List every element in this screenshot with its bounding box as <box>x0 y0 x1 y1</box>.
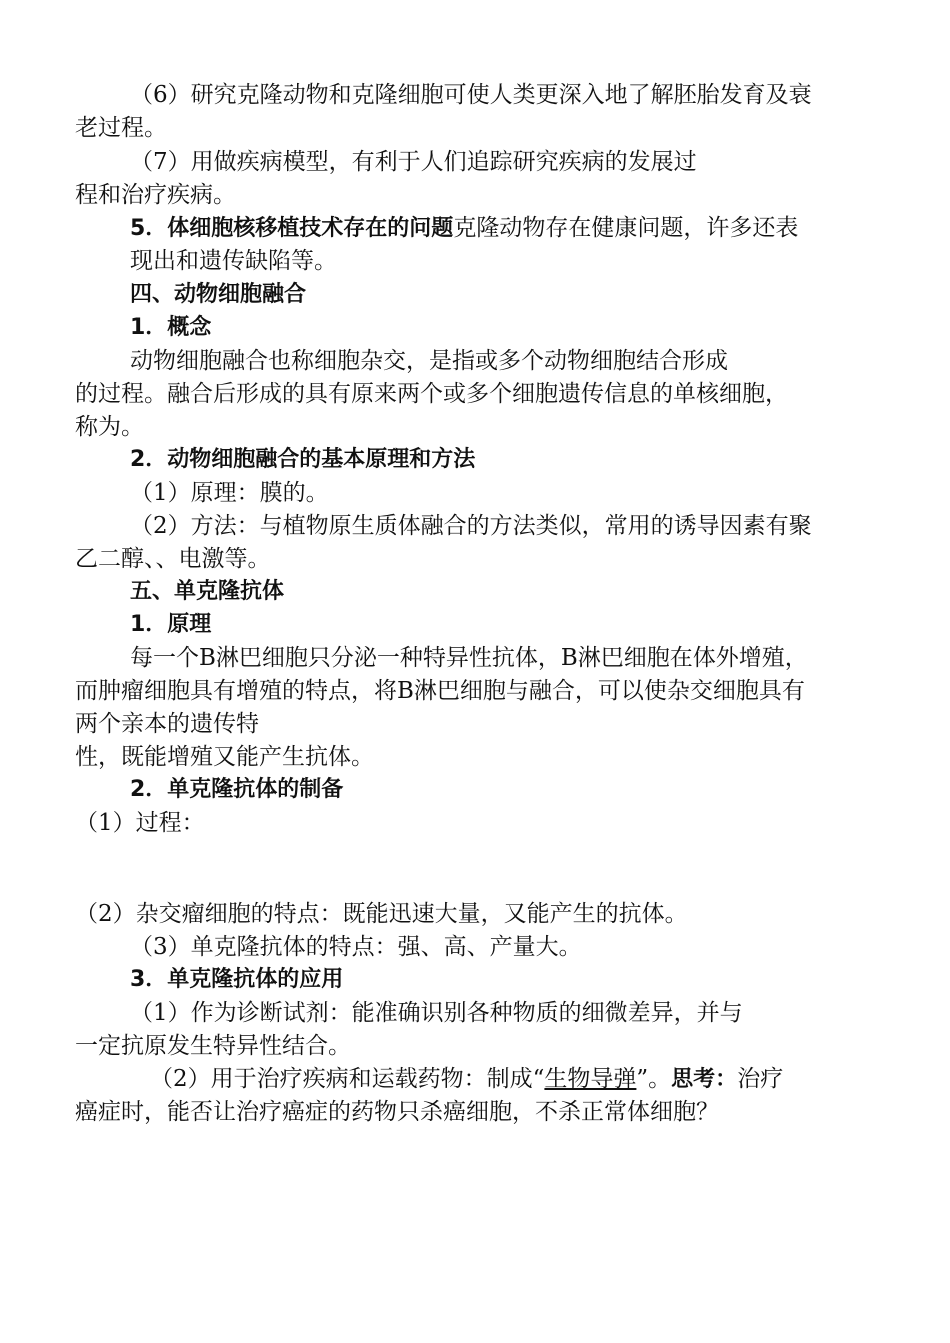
text-span: 克隆动物存在健康问题，许多还表 <box>453 215 799 241</box>
text-line: 动物细胞融合也称细胞杂交，是指或多个动物细胞结合形成 <box>130 348 728 374</box>
text-span: （2）用于治疗疾病和运载药物：制成“ <box>150 1066 545 1092</box>
think-label: 思考： <box>671 1067 738 1092</box>
text-line: 老过程。 <box>75 115 167 141</box>
text-line: （2）方法：与植物原生质体融合的方法类似，常用的诱导因素有聚 <box>130 513 812 539</box>
text-line: 两个亲本的遗传特 <box>75 711 259 737</box>
text-span: 治疗 <box>737 1066 784 1092</box>
text-line: （1）作为诊断试剂：能准确识别各种物质的细微差异，并与 <box>130 1000 743 1026</box>
text-line: 的过程。融合后形成的具有原来两个或多个细胞遗传信息的单核细胞， <box>75 381 788 407</box>
text-line: （1）原理：膜的。 <box>130 480 329 506</box>
sub-heading: 1．概念 <box>130 315 212 340</box>
paragraph-5 <box>130 212 798 245</box>
text-span: ”。 <box>636 1066 672 1092</box>
text-line: （3）单克隆抗体的特点：强、高、产量大。 <box>130 934 582 960</box>
section-title: 四、动物细胞融合 <box>130 282 307 307</box>
text-line: 一定抗原发生特异性结合。 <box>75 1033 351 1059</box>
text-line: 性，既能增殖又能产生抗体。 <box>75 744 374 770</box>
sub-heading: 3．单克隆抗体的应用 <box>130 967 344 992</box>
text-line: 每一个B淋巴细胞只分泌一种特异性抗体，B淋巴细胞在体外增殖， <box>130 645 808 671</box>
text-line: 称为。 <box>75 414 144 440</box>
section-title: 五、单克隆抗体 <box>130 579 285 604</box>
text-line: 程和治疗疾病。 <box>75 182 236 208</box>
text-line: 现出和遗传缺陷等。 <box>130 248 337 274</box>
text-line: （6）研究克隆动物和克隆细胞可使人类更深入地了解胚胎发育及衰 <box>130 82 812 108</box>
sub-heading: 2．动物细胞融合的基本原理和方法 <box>130 447 476 472</box>
text-line: 而肿瘤细胞具有增殖的特点，将B淋巴细胞与融合，可以使杂交细胞具有 <box>75 678 805 704</box>
section-heading: 5．体细胞核移植技术存在的问题 <box>130 216 454 241</box>
paragraph-app2 <box>150 1063 783 1096</box>
text-line: 癌症时，能否让治疗癌症的药物只杀癌细胞，不杀正常体细胞？ <box>75 1099 719 1125</box>
text-line: （7）用做疾病模型，有利于人们追踪研究疾病的发展过 <box>130 149 697 175</box>
text-line: 乙二醇、、电激等。 <box>75 546 271 572</box>
sub-heading: 2．单克隆抗体的制备 <box>130 777 344 802</box>
text-line: （1）过程： <box>75 810 205 836</box>
sub-heading: 1．原理 <box>130 612 212 637</box>
text-line: （2）杂交瘤细胞的特点：既能迅速大量，又能产生的抗体。 <box>75 901 688 927</box>
underlined-term: 生物导弹 <box>544 1066 637 1092</box>
